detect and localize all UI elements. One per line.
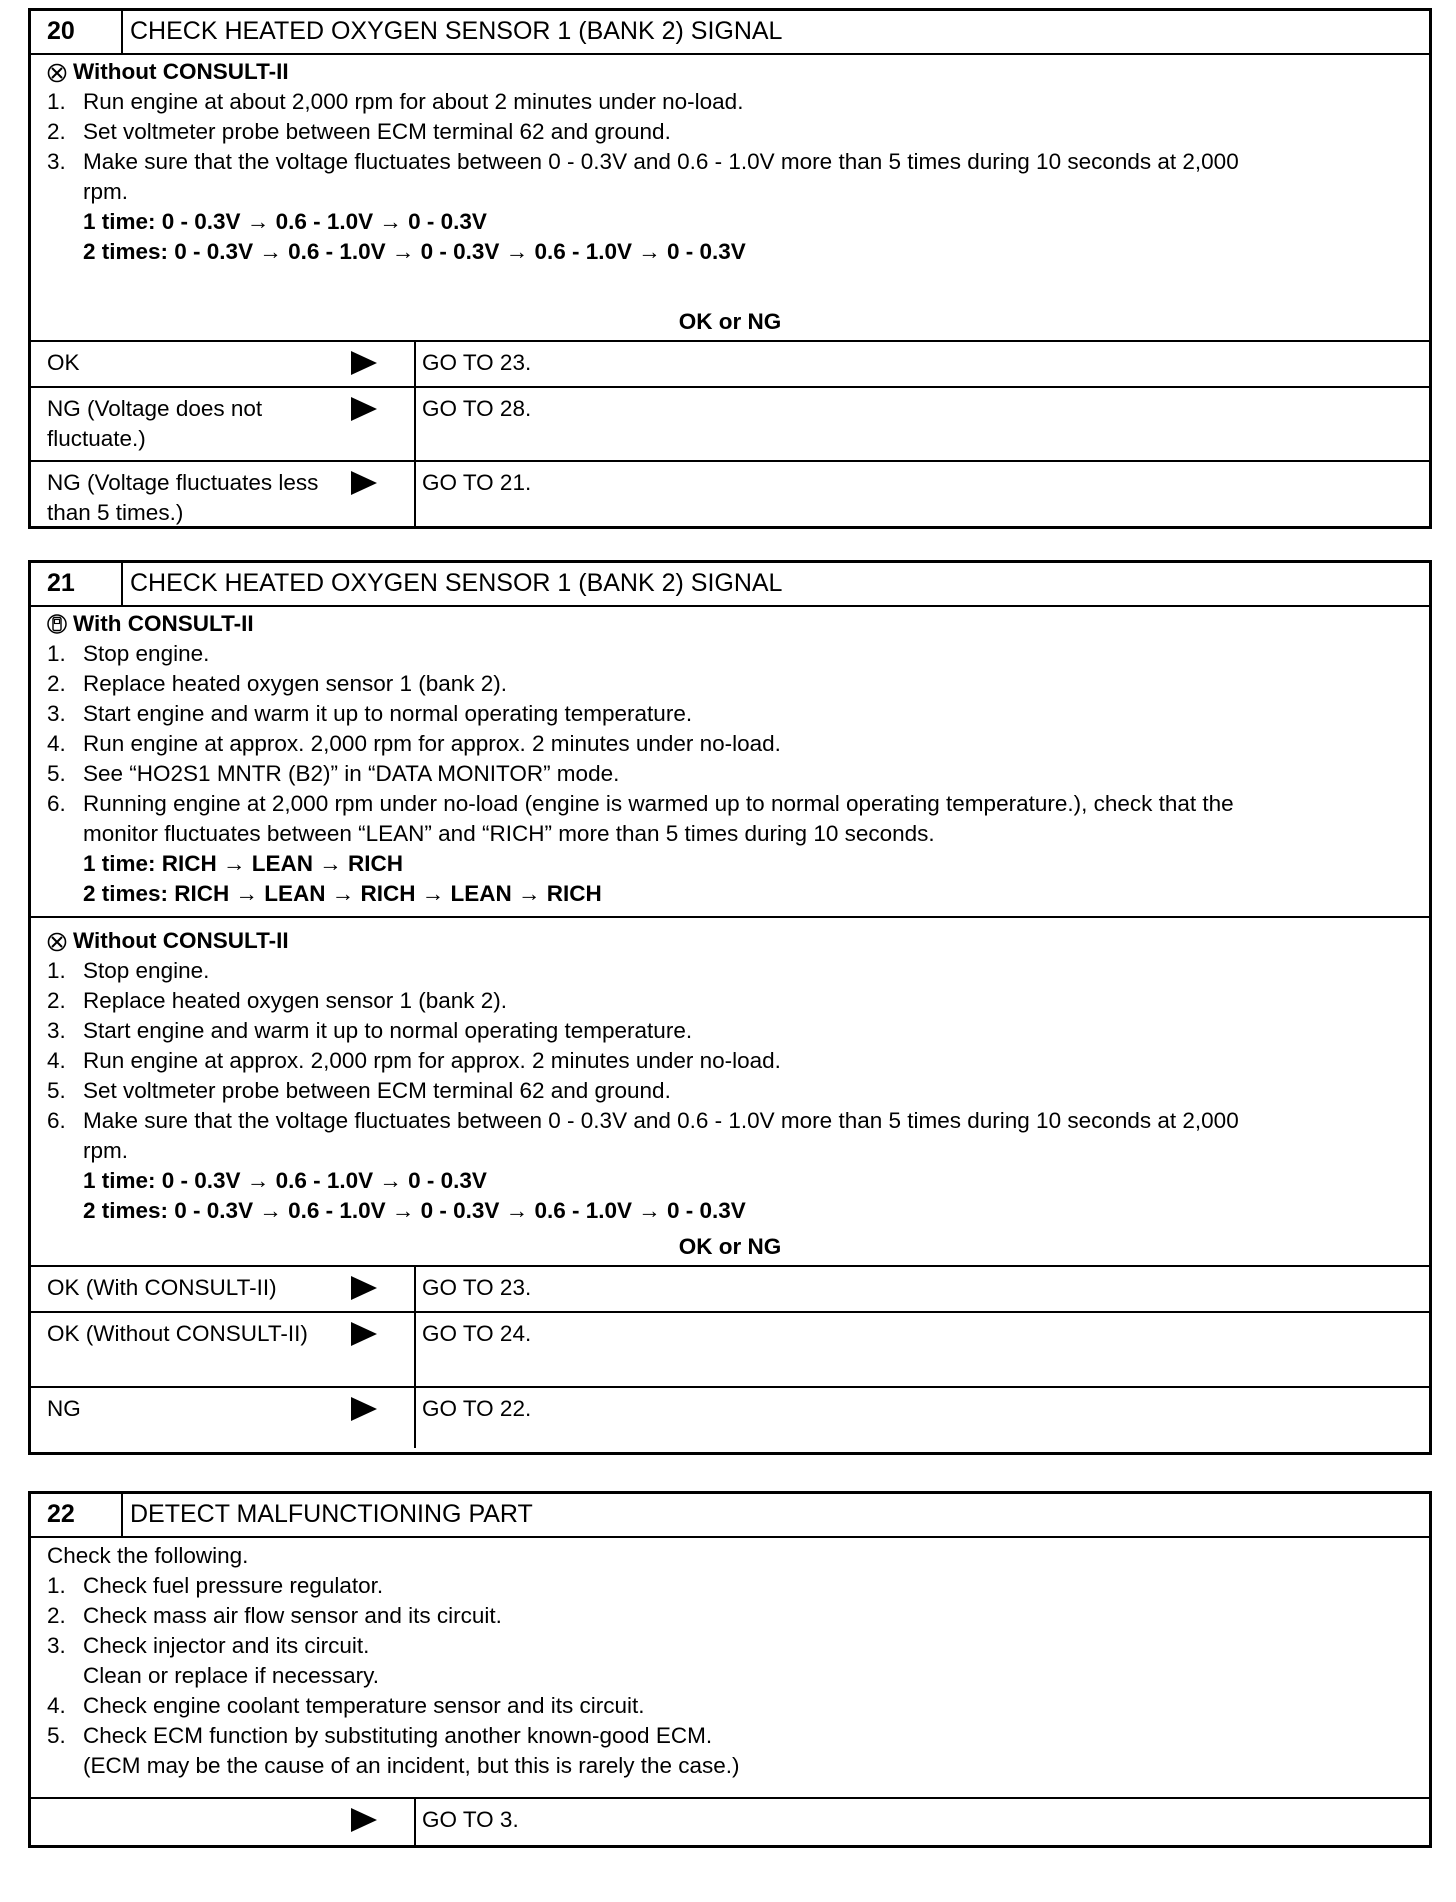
result-goto: GO TO 28. <box>414 388 1429 460</box>
step-item: 3. Check injector and its circuit. <box>47 1633 370 1658</box>
spec-line: 2 times: 0 - 0.3V → 0.6 - 1.0V → 0 - 0.3V → 0.6 - 1.0V → 0 - 0.3V <box>83 239 746 264</box>
result-row <box>31 1799 1429 1845</box>
no-consult-icon <box>47 932 67 952</box>
step-item: 5. Check ECM function by substituting another known-good ECM. <box>47 1723 713 1748</box>
spec-line: 2 times: RICH → LEAN → RICH → LEAN → RICH <box>83 881 602 906</box>
step-item: 2. Replace heated oxygen sensor 1 (bank 2). <box>47 988 508 1013</box>
step-item: 2. Check mass air flow sensor and its circuit. <box>47 1603 502 1628</box>
result-goto: GO TO 23. <box>414 1267 1429 1311</box>
spec-line: 1 time: 0 - 0.3V → 0.6 - 1.0V → 0 - 0.3V <box>83 209 487 234</box>
step-number: 21 <box>31 563 123 605</box>
result-goto: GO TO 23. <box>414 342 1429 386</box>
step-item: 3. Start engine and warm it up to normal operating temperature. <box>47 701 693 726</box>
arrow-right-icon <box>351 471 377 495</box>
result-goto: GO TO 24. <box>414 1313 1429 1386</box>
step-number: 22 <box>31 1494 123 1536</box>
result-label: NG (Voltage does not fluctuate.) <box>47 396 263 451</box>
result-goto: GO TO 3. <box>414 1799 1429 1845</box>
ok-or-ng-label: OK or NG <box>678 309 782 334</box>
step-item: 5. Set voltmeter probe between ECM terminal 62 and ground. <box>47 1078 671 1103</box>
result-row <box>31 460 1429 529</box>
section-divider <box>31 916 1429 918</box>
result-label: NG <box>47 1396 81 1421</box>
result-label: OK (With CONSULT-II) <box>47 1275 277 1300</box>
step-header <box>31 11 1429 55</box>
result-row <box>31 386 1429 460</box>
without-consult-heading: Without CONSULT-II <box>47 926 1421 956</box>
step-item: 2. Replace heated oxygen sensor 1 (bank 2). <box>47 671 508 696</box>
arrow-right-icon <box>351 1808 377 1832</box>
step-item: 6. Running engine at 2,000 rpm under no-load (engine is warmed up to normal operating temperature.), check that the <box>47 791 1234 816</box>
without-consult-heading: Without CONSULT-II <box>47 57 1421 87</box>
step-continuation: rpm. <box>83 179 128 204</box>
step-item: 1. Stop engine. <box>47 641 210 666</box>
arrow-right-icon <box>351 397 377 421</box>
result-row <box>31 1386 1429 1448</box>
step-block-21 <box>28 560 1432 1455</box>
step-item: 1. Check fuel pressure regulator. <box>47 1573 384 1598</box>
intro-text: Check the following. <box>47 1543 249 1568</box>
step-continuation: monitor fluctuates between “LEAN” and “RICH” more than 5 times during 10 seconds. <box>83 821 935 846</box>
step-continuation: rpm. <box>83 1138 128 1163</box>
result-goto: GO TO 22. <box>414 1388 1429 1448</box>
step-title: DETECT MALFUNCTIONING PART <box>130 1500 533 1528</box>
step-item: 3. Make sure that the voltage fluctuates between 0 - 0.3V and 0.6 - 1.0V more than 5 times during 10 seconds at 2,000 <box>47 149 1239 174</box>
step-item: 5. See “HO2S1 MNTR (B2)” in “DATA MONITOR” mode. <box>47 761 620 786</box>
step-body <box>31 607 1429 1267</box>
step-item: 3. Start engine and warm it up to normal operating temperature. <box>47 1018 693 1043</box>
spec-line: 2 times: 0 - 0.3V → 0.6 - 1.0V → 0 - 0.3V → 0.6 - 1.0V → 0 - 0.3V <box>83 1198 746 1223</box>
step-item: 4. Run engine at approx. 2,000 rpm for approx. 2 minutes under no-load. <box>47 731 781 756</box>
arrow-right-icon <box>351 351 377 375</box>
result-label: OK <box>47 350 80 375</box>
step-header <box>31 1494 1429 1538</box>
step-item: 2. Set voltmeter probe between ECM terminal 62 and ground. <box>47 119 671 144</box>
step-title: CHECK HEATED OXYGEN SENSOR 1 (BANK 2) SIGNAL <box>130 569 783 597</box>
result-row <box>31 1311 1429 1386</box>
result-row <box>31 1267 1429 1311</box>
arrow-right-icon <box>351 1322 377 1346</box>
step-header <box>31 563 1429 607</box>
ok-or-ng-label: OK or NG <box>678 1234 782 1259</box>
step-item: 1. Stop engine. <box>47 958 210 983</box>
step-item: 1. Run engine at about 2,000 rpm for about 2 minutes under no-load. <box>47 89 744 114</box>
step-item: 6. Make sure that the voltage fluctuates between 0 - 0.3V and 0.6 - 1.0V more than 5 times during 10 seconds at 2,000 <box>47 1108 1239 1133</box>
step-number: 20 <box>31 11 123 53</box>
step-body <box>31 1538 1429 1799</box>
result-row <box>31 342 1429 386</box>
spec-line: 1 time: 0 - 0.3V → 0.6 - 1.0V → 0 - 0.3V <box>83 1168 487 1193</box>
result-label: OK (Without CONSULT-II) <box>47 1321 308 1346</box>
with-consult-heading: With CONSULT-II <box>47 609 1421 639</box>
arrow-right-icon <box>351 1276 377 1300</box>
result-goto: GO TO 21. <box>414 462 1429 529</box>
step-block-22 <box>28 1491 1432 1848</box>
step-block-20 <box>28 8 1432 529</box>
step-item: (ECM may be the cause of an incident, but this is rarely the case.) <box>83 1753 740 1778</box>
step-item: Clean or replace if necessary. <box>83 1663 379 1688</box>
step-body <box>31 55 1429 342</box>
result-label: NG (Voltage fluctuates less than 5 times.) <box>47 470 319 525</box>
arrow-right-icon <box>351 1397 377 1421</box>
step-title: CHECK HEATED OXYGEN SENSOR 1 (BANK 2) SIGNAL <box>130 17 783 45</box>
step-item: 4. Check engine coolant temperature sensor and its circuit. <box>47 1693 645 1718</box>
spec-line: 1 time: RICH → LEAN → RICH <box>83 851 404 876</box>
consult-tool-icon <box>47 613 67 635</box>
step-item: 4. Run engine at approx. 2,000 rpm for approx. 2 minutes under no-load. <box>47 1048 781 1073</box>
no-consult-icon <box>47 63 67 83</box>
